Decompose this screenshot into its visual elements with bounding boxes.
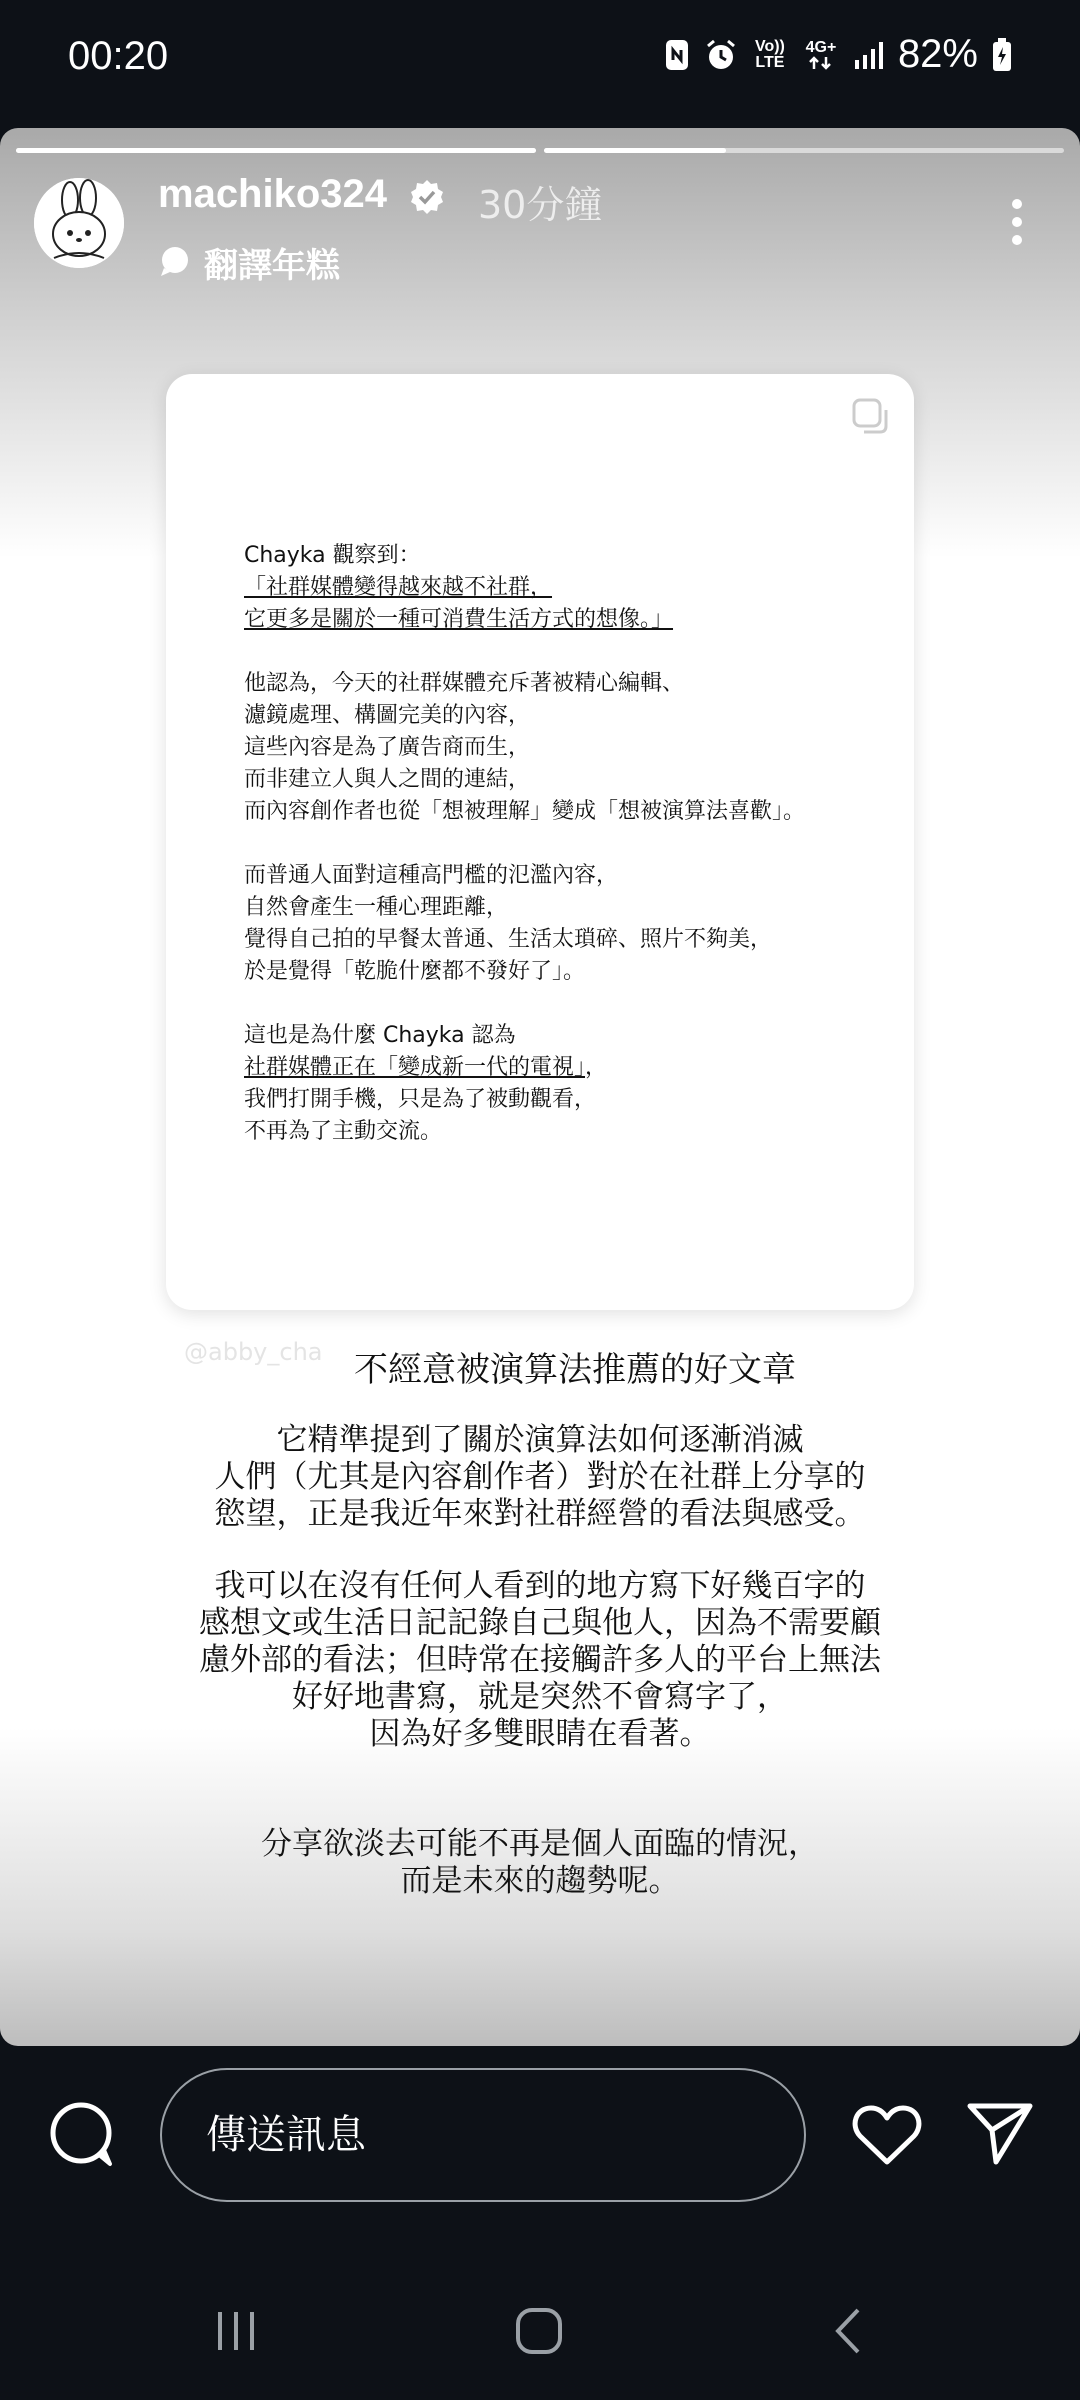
quote-line: 不再為了主動交流。 (244, 1119, 443, 1144)
caption-line: 因為好多雙眼睛在看著。 (369, 1716, 711, 1752)
alarm-icon (704, 38, 738, 72)
caption-line: 而是未來的趨勢呢。 (400, 1863, 680, 1899)
caption-line: 感想文或生活日記記錄自己與他人，因為不需要顧 (199, 1605, 881, 1641)
recent-apps-icon[interactable] (212, 2306, 262, 2360)
quote-text (244, 540, 884, 1148)
story-progress-segment-2 (544, 148, 1064, 153)
home-icon[interactable] (514, 2306, 564, 2360)
status-icons (664, 32, 1012, 77)
caption-paragraph-3 (0, 1826, 1080, 1900)
verified-badge-icon (408, 178, 446, 220)
quote-comma: ， (585, 1055, 608, 1080)
story-progress-fill-2 (544, 148, 726, 153)
like-heart-icon[interactable] (852, 2104, 922, 2170)
status-bar (0, 0, 1080, 120)
quote-line: 這些內容是為了廣告商而生， (244, 735, 531, 760)
quote-line: 「社群媒體變得越來越不社群， (244, 575, 553, 600)
caption-line: 分享欲淡去可能不再是個人面臨的情況， (261, 1826, 819, 1862)
story-card[interactable] (0, 128, 1080, 2046)
battery-percent: 82% (897, 32, 978, 76)
translate-button[interactable] (158, 238, 340, 287)
quote-line: 自然會產生一種心理距離， (244, 895, 509, 920)
quote-underlined: 社群媒體正在「變成新一代的電視」 (244, 1055, 586, 1080)
username[interactable]: machiko324 (158, 172, 388, 216)
nfc-icon (664, 38, 690, 72)
caption-line: 好好地書寫，就是突然不會寫字了， (292, 1679, 788, 1715)
quote-line: 它更多是關於一種可消費生活方式的想像。」 (244, 607, 674, 632)
caption-paragraph-1 (0, 1422, 1080, 1533)
volte-icon: Vo)) LTE (754, 37, 785, 71)
quote-line: 覺得自己拍的早餐太普通、生活太瑣碎、照片不夠美， (244, 927, 773, 952)
send-icon[interactable] (966, 2100, 1034, 2170)
quote-line: 這也是為什麼 Chayka 認為 (244, 1023, 516, 1048)
battery-icon (992, 38, 1012, 72)
comment-icon[interactable] (46, 2100, 116, 2174)
quote-line: 於是覺得「乾脆什麼都不發好了」。 (244, 959, 586, 984)
status-time: 00:20 (68, 34, 169, 78)
caption-line: 慮外部的看法；但時常在接觸許多人的平台上無法 (199, 1642, 881, 1678)
quote-line: Chayka 觀察到： (244, 543, 421, 568)
back-icon[interactable] (824, 2306, 874, 2360)
copy-icon (850, 396, 890, 440)
quote-line: 我們打開手機，只是為了被動觀看， (244, 1087, 597, 1112)
data-icon: 4G+ (802, 40, 840, 70)
bunny-avatar-icon (34, 178, 124, 268)
quote-line: 而普通人面對這種高門檻的氾濫內容， (244, 863, 619, 888)
quote-line: 濾鏡處理、構圖完美的內容， (244, 703, 531, 728)
more-options-icon[interactable] (1010, 198, 1024, 250)
speech-bubble-icon (158, 244, 192, 282)
caption-line: 人們（尤其是內容創作者）對於在社群上分享的 (214, 1459, 866, 1495)
post-time: 30分鐘 (478, 183, 603, 227)
caption-line: 慾望，正是我近年來對社群經營的看法與感受。 (214, 1496, 866, 1532)
signal-icon (854, 40, 884, 70)
message-input[interactable] (160, 2068, 806, 2202)
avatar[interactable] (34, 178, 124, 268)
quote-line: 他認為，今天的社群媒體充斥著被精心編輯、 (244, 671, 685, 696)
translate-label: 翻譯年糕 (204, 246, 340, 286)
story-progress-segment-1 (16, 148, 536, 153)
caption-line: 它精準提到了關於演算法如何逐漸消滅 (276, 1422, 804, 1458)
quote-line (244, 1052, 884, 1084)
quote-line: 而非建立人與人之間的連結， (244, 767, 531, 792)
story-progress-fill-1 (16, 148, 536, 153)
quote-card (166, 374, 914, 1310)
caption-title: 不經意被演算法推薦的好文章 (354, 1350, 796, 1390)
quote-line: 而內容創作者也從「想被理解」變成「想被演算法喜歡」。 (244, 799, 806, 824)
caption-line: 我可以在沒有任何人看到的地方寫下好幾百字的 (214, 1568, 866, 1604)
caption-paragraph-2 (0, 1568, 1080, 1753)
watermark: @abby_cha (184, 1338, 323, 1366)
